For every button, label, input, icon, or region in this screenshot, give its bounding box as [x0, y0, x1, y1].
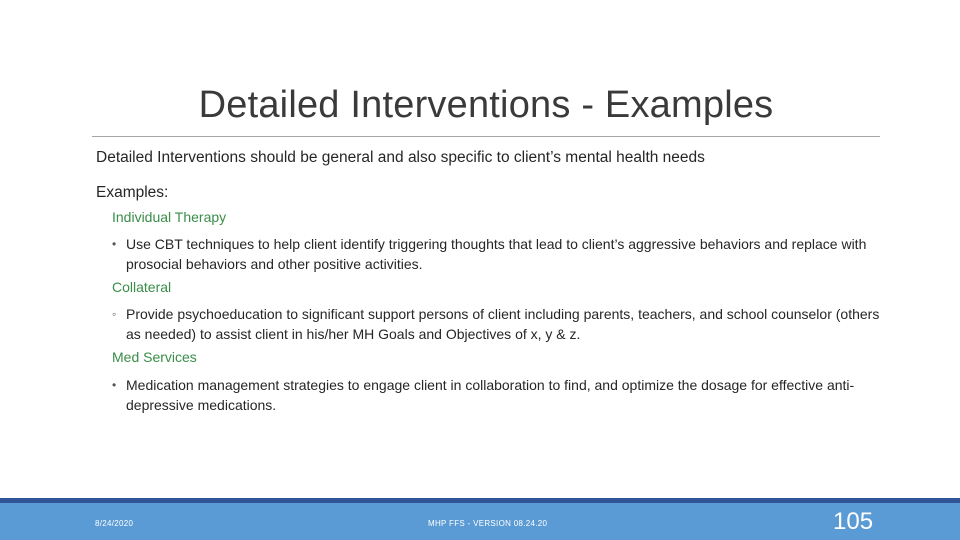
- page-number: 105: [833, 508, 874, 535]
- bullet-marker: ◦: [112, 307, 117, 321]
- intro-text: Detailed Interventions should be general and also specific to client’s mental health needs: [96, 149, 705, 166]
- bullet-text: Use CBT techniques to help client identify triggering thoughts that lead to client’s aggressive behaviors and replace with prosocial behaviors and other positive activities.: [126, 236, 867, 272]
- section-heading-individual-therapy: Individual Therapy: [112, 209, 227, 225]
- bullet-text: Medication management strategies to engage client in collaboration to find, and optimize the dosage for effective anti-depressive medications.: [126, 377, 855, 413]
- section-heading-med-services: Med Services: [112, 349, 197, 365]
- examples-label: Examples:: [96, 184, 169, 201]
- bullet-text: Provide psychoeducation to significant support persons of client including parents, teachers, and school counselor (others as needed) to assist client in his/her MH Goals and Objectives of x, y & z.: [126, 306, 880, 342]
- slide-title: Detailed Interventions - Examples: [198, 84, 774, 126]
- bullet-collateral: [112, 304, 882, 344]
- bullet-med-services: [112, 375, 882, 415]
- title-divider: [92, 136, 880, 137]
- bullet-marker: •: [112, 378, 117, 392]
- footer-version: MHP FFS - VERSION 08.24.20: [428, 519, 548, 528]
- bullet-marker: •: [112, 237, 117, 251]
- footer-date: 8/24/2020: [95, 519, 134, 528]
- bullet-individual-therapy: [112, 234, 882, 274]
- section-heading-collateral: Collateral: [112, 279, 172, 295]
